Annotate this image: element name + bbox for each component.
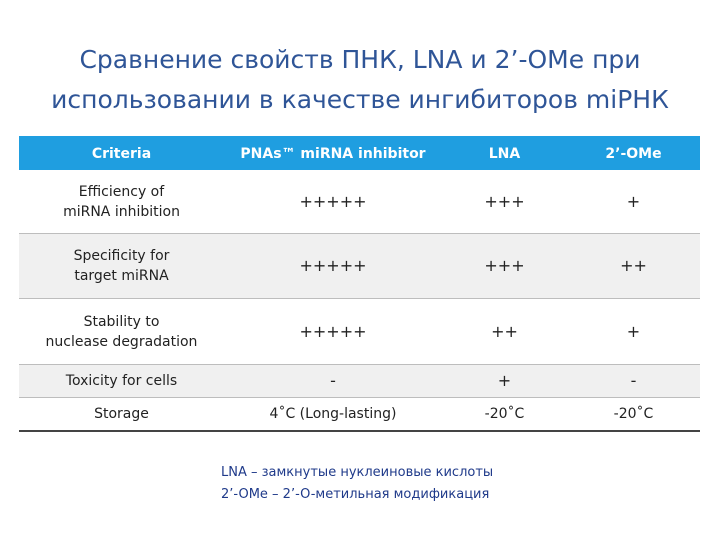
table-header-row <box>19 137 700 170</box>
lna-value: -20˚C <box>442 398 567 432</box>
criteria-text: Stability to <box>83 313 160 330</box>
ome-value: - <box>567 365 700 398</box>
header-ome: 2’-OMe <box>567 137 700 170</box>
lna-value: ++ <box>442 299 567 365</box>
lna-value: +++ <box>442 170 567 234</box>
criteria-text: miRNA inhibition <box>63 203 180 220</box>
criteria-text: Efficiency of <box>78 183 165 200</box>
table-row <box>19 398 700 432</box>
lna-value: + <box>442 365 567 398</box>
table-row <box>19 170 700 234</box>
ome-value: ++ <box>567 234 700 299</box>
criteria-cell <box>19 299 224 365</box>
table-row <box>19 365 700 398</box>
lna-value: +++ <box>442 234 567 299</box>
footnote <box>221 462 493 506</box>
pna-value: +++++ <box>224 170 442 234</box>
table-row <box>19 234 700 299</box>
ome-value: + <box>567 299 700 365</box>
header-pna: PNAs™ miRNA inhibitor <box>224 137 442 170</box>
criteria-text: nuclease degradation <box>45 333 198 350</box>
pna-value: 4˚C (Long-lasting) <box>224 398 442 432</box>
pna-value: +++++ <box>224 299 442 365</box>
title-line-1: Сравнение свойств ПНК, LNA и 2’-OMe при <box>79 45 641 74</box>
criteria-cell <box>19 234 224 299</box>
ome-value: + <box>567 170 700 234</box>
footnote-line-2: 2’-OMe – 2’-O-метильная модификация <box>221 487 490 502</box>
criteria-cell <box>19 170 224 234</box>
comparison-table <box>19 136 700 432</box>
criteria-text: target miRNA <box>74 268 169 284</box>
title-line-2: использовании в качестве ингибиторов miРНК <box>51 85 669 114</box>
criteria-text: Specificity for <box>73 248 170 264</box>
ome-value: -20˚C <box>567 398 700 432</box>
criteria-cell: Storage <box>19 398 224 432</box>
slide-title <box>0 40 720 120</box>
pna-value: +++++ <box>224 234 442 299</box>
table-row <box>19 299 700 365</box>
header-criteria: Criteria <box>19 137 224 170</box>
criteria-cell: Toxicity for cells <box>19 365 224 398</box>
pna-value: - <box>224 365 442 398</box>
comparison-table-wrapper <box>19 136 700 432</box>
header-lna: LNA <box>442 137 567 170</box>
footnote-line-1: LNA – замкнутые нуклеиновые кислоты <box>221 465 494 480</box>
